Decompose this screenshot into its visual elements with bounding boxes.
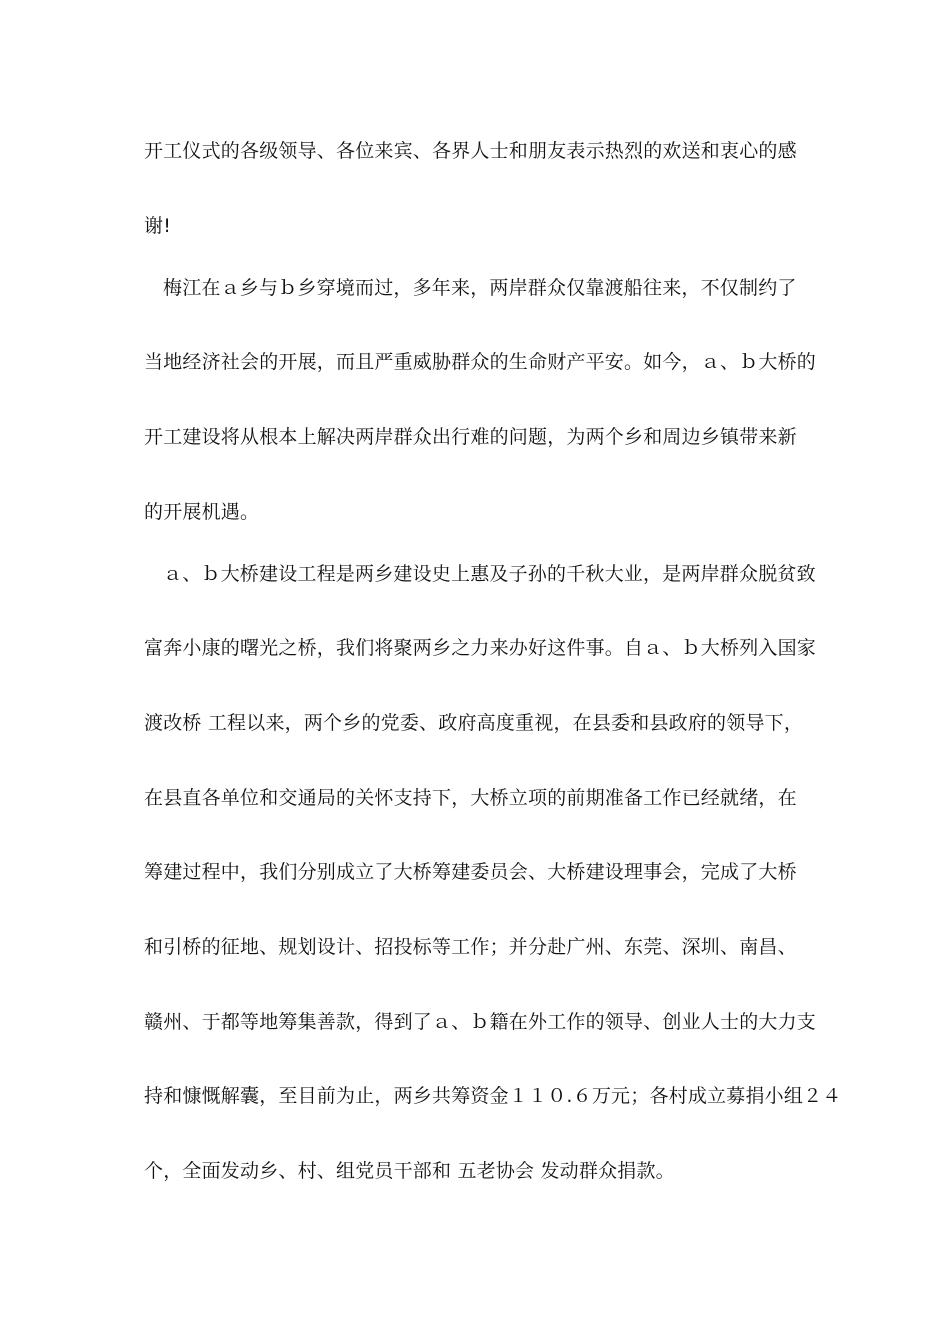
text-line: 当地经济社会的开展，而且严重威胁群众的生命财产平安。如今，ａ、ｂ大桥的 xyxy=(144,351,817,373)
text-line: 谢! xyxy=(144,215,172,237)
text-line: 赣州、于都等地筹集善款，得到了ａ、ｂ籍在外工作的领导、创业人士的大力支 xyxy=(144,1011,817,1033)
text-line: 持和慷慨解囊，至目前为止，两乡共筹资金１１０.６万元；各村成立募捐小组２４ xyxy=(144,1085,842,1107)
text-line: 富奔小康的曙光之桥，我们将聚两乡之力来办好这件事。自ａ、ｂ大桥列入国家 xyxy=(144,637,817,659)
text-line: 开工建设将从根本上解决两岸群众出行难的问题，为两个乡和周边乡镇带来新 xyxy=(144,426,797,448)
paragraph-first-line: 梅江在ａ乡与ｂ乡穿境而过，多年来，两岸群众仅靠渡船往来，不仅制约了 xyxy=(163,277,797,299)
text-line: 渡改桥 工程以来，两个乡的党委、政府高度重视，在县委和县政府的领导下， xyxy=(144,712,804,734)
text-line: 开工仪式的各级领导、各位来宾、各界人士和朋友表示热烈的欢送和衷心的感 xyxy=(144,140,797,162)
text-line: 在县直各单位和交通局的关怀支持下，大桥立项的前期准备工作已经就绪，在 xyxy=(144,787,797,809)
text-line: 的开展机遇。 xyxy=(144,501,260,523)
text-line: 筹建过程中，我们分别成立了大桥筹建委员会、大桥建设理事会，完成了大桥 xyxy=(144,861,797,883)
text-line: 个，全面发动乡、村、组党员干部和 五老协会 发动群众捐款。 xyxy=(144,1160,675,1182)
paragraph-first-line: ａ、ｂ大桥建设工程是两乡建设史上惠及子孙的千秋大业，是两岸群众脱贫致 xyxy=(163,563,816,585)
text-line: 和引桥的征地、规划设计、招投标等工作；并分赴广州、东莞、深圳、南昌、 xyxy=(144,936,797,958)
